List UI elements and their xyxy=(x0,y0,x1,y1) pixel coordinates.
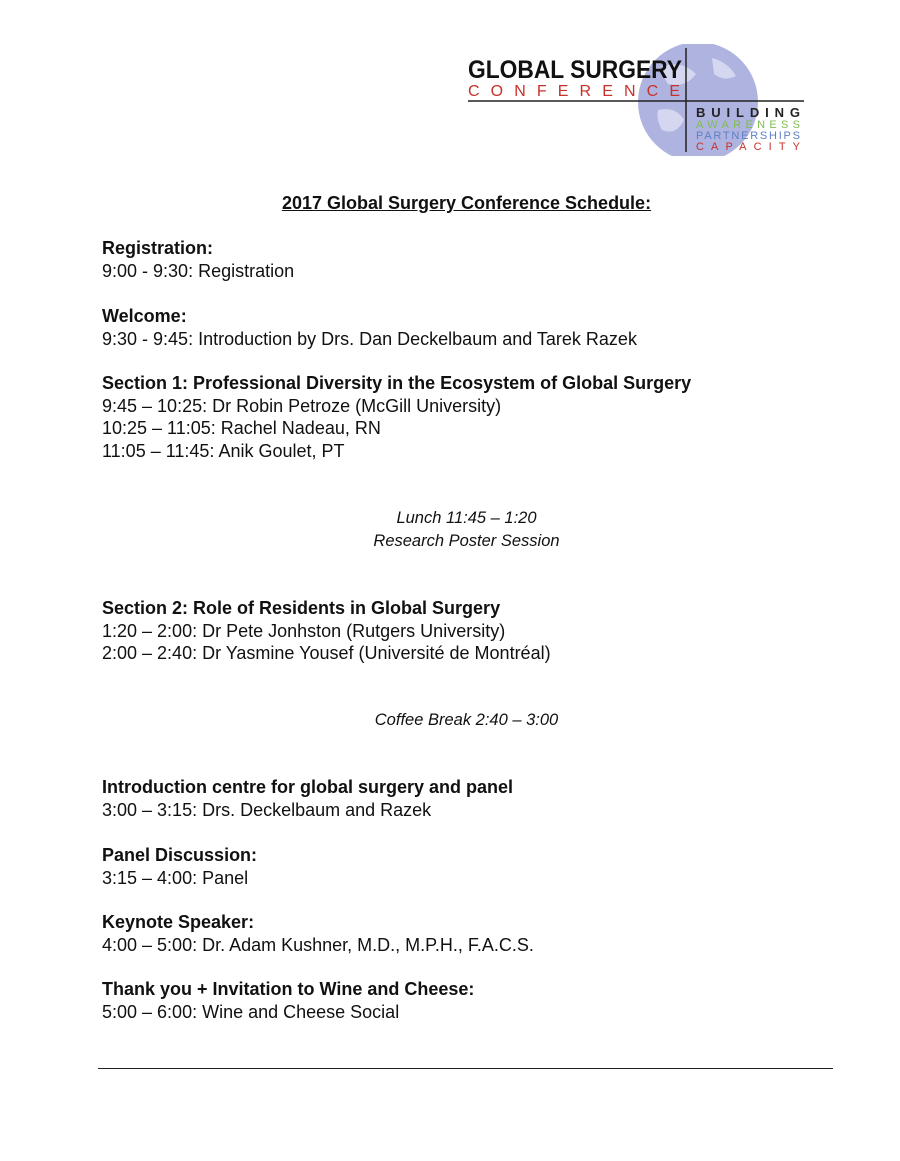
schedule-item: 5:00 – 6:00: Wine and Cheese Social xyxy=(102,1001,400,1022)
schedule-item: 9:00 - 9:30: Registration xyxy=(102,260,295,281)
schedule-item: 3:00 – 3:15: Drs. Deckelbaum and Razek xyxy=(102,799,432,820)
lunch-session: Research Poster Session xyxy=(373,532,560,550)
lunch-break xyxy=(0,507,900,553)
block-heading: Keynote Speaker: xyxy=(102,912,255,932)
block-heading: Introduction centre for global surgery and panel xyxy=(102,777,514,797)
schedule-block-keynote xyxy=(102,911,822,956)
schedule-block-section-1 xyxy=(102,372,822,462)
logo-line2: CONFERENCE xyxy=(468,83,680,100)
schedule-item: 4:00 – 5:00: Dr. Adam Kushner, M.D., M.P.H., F.A.C.S. xyxy=(102,934,534,955)
block-heading: Registration: xyxy=(102,238,214,258)
logo-tag1: BUILDING xyxy=(696,105,800,120)
footer-divider xyxy=(98,1068,833,1069)
lunch-time: Lunch 11:45 – 1:20 xyxy=(396,509,537,527)
schedule-item: 1:20 – 2:00: Dr Pete Jonhston (Rutgers University) xyxy=(102,620,506,641)
coffee-time: Coffee Break 2:40 – 3:00 xyxy=(374,711,559,729)
schedule-item: 10:25 – 11:05: Rachel Nadeau, RN xyxy=(102,418,381,438)
schedule-item: 9:45 – 10:25: Dr Robin Petroze (McGill University) xyxy=(102,395,502,416)
schedule-block-section-2 xyxy=(102,597,822,665)
conference-logo xyxy=(462,44,812,156)
schedule-block-introduction xyxy=(102,776,822,821)
schedule-block-panel xyxy=(102,844,822,889)
schedule-block-closing xyxy=(102,978,822,1023)
block-heading: Panel Discussion: xyxy=(102,845,258,865)
schedule-item: 2:00 – 2:40: Dr Yasmine Yousef (Université de Montréal) xyxy=(102,643,551,663)
block-heading: Section 2: Role of Residents in Global Surgery xyxy=(102,598,501,618)
logo-tag4: CAPACITY xyxy=(696,141,800,153)
schedule-item: 11:05 – 11:45: Anik Goulet, PT xyxy=(102,440,345,461)
coffee-break xyxy=(0,709,900,732)
block-heading: Thank you + Invitation to Wine and Cheese: xyxy=(102,979,475,999)
block-heading: Welcome: xyxy=(102,306,187,326)
logo-tag2: AWARENESS xyxy=(696,119,800,131)
schedule-block-registration xyxy=(102,237,822,282)
schedule-title: 2017 Global Surgery Conference Schedule: xyxy=(281,193,652,213)
schedule-block-welcome xyxy=(102,305,822,350)
logo-line1: GLOBAL SURGERY xyxy=(468,56,683,84)
schedule-item: 3:15 – 4:00: Panel xyxy=(102,867,249,888)
logo-tag3: PARTNERSHIPS xyxy=(696,130,800,142)
schedule-item: 9:30 - 9:45: Introduction by Drs. Dan Deckelbaum and Tarek Razek xyxy=(102,328,637,349)
block-heading: Section 1: Professional Diversity in the Ecosystem of Global Surgery xyxy=(102,373,692,393)
